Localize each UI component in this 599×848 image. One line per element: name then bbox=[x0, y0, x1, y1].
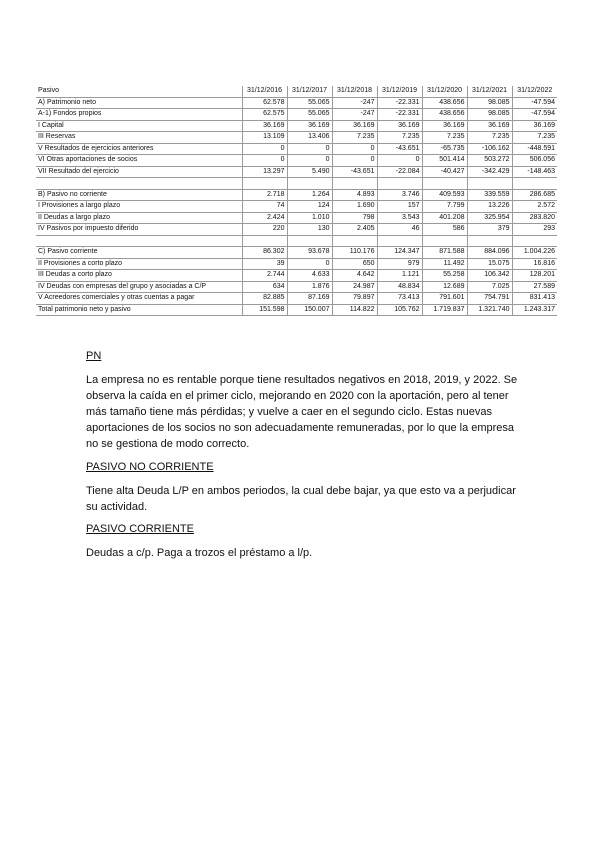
table-cell: 4.633 bbox=[287, 270, 332, 282]
table-cell: 79.897 bbox=[332, 293, 377, 305]
table-cell: 110.176 bbox=[332, 247, 377, 259]
table-cell: 0 bbox=[332, 143, 377, 155]
table-cell: 55.065 bbox=[287, 109, 332, 121]
table-row bbox=[36, 293, 557, 305]
table-cell: 16.816 bbox=[512, 258, 557, 270]
table-cell: 15.075 bbox=[467, 258, 512, 270]
table-cell: 503.272 bbox=[467, 155, 512, 167]
table-cell: 0 bbox=[377, 155, 422, 167]
row-label: III Deudas a corto plazo bbox=[36, 270, 242, 282]
row-label: I Capital bbox=[36, 120, 242, 132]
table-cell: 106.342 bbox=[467, 270, 512, 282]
table-cell: 283.820 bbox=[512, 212, 557, 224]
table-cell: -448.591 bbox=[512, 143, 557, 155]
table-cell: 130 bbox=[287, 224, 332, 236]
pasivo-no-corriente-paragraph: Tiene alta Deuda L/P en ambos periodos, la cual debe bajar, ya que esto va a perjudicar su actividad. bbox=[86, 485, 516, 513]
table-cell: 438.656 bbox=[422, 109, 467, 121]
table-row bbox=[36, 224, 557, 236]
row-label: VI Otras aportaciones de socios bbox=[36, 155, 242, 167]
row-label: VII Resultado del ejercicio bbox=[36, 166, 242, 178]
table-cell: -247 bbox=[332, 97, 377, 109]
pn-paragraph: La empresa no es rentable porque tiene resultados negativos en 2018, 2019, y 2022. Se observa la caída en el primer ciclo, mejorando en 2020 con la aportación, pero al tener más tamaño tiene más pérdidas; y vuelve a caer en el segundo ciclo. Estas nuevas aportaciones de los socios no son adecuadamente remuneradas, por lo que la empresa no se gestiona de modo correcto. bbox=[86, 374, 518, 450]
table-cell: 884.096 bbox=[467, 247, 512, 259]
table-cell: 438.656 bbox=[422, 97, 467, 109]
table-cell: 4.642 bbox=[332, 270, 377, 282]
table-row bbox=[36, 201, 557, 213]
row-label: IV Pasivos por impuesto diferido bbox=[36, 224, 242, 236]
row-label bbox=[36, 235, 242, 247]
table-cell: 1.321.740 bbox=[467, 304, 512, 316]
table-cell: 62.578 bbox=[242, 97, 287, 109]
table-cell: -148.463 bbox=[512, 166, 557, 178]
table-cell bbox=[242, 235, 287, 247]
table-cell: 1.719.837 bbox=[422, 304, 467, 316]
table-cell bbox=[512, 235, 557, 247]
table-cell: 7.235 bbox=[332, 132, 377, 144]
table-cell: 150.007 bbox=[287, 304, 332, 316]
row-label: II Deudas a largo plazo bbox=[36, 212, 242, 224]
table-header-row bbox=[36, 86, 557, 97]
table-cell: 55.065 bbox=[287, 97, 332, 109]
pasivo-no-corriente-heading: PASIVO NO CORRIENTE bbox=[86, 461, 214, 473]
table-cell bbox=[242, 178, 287, 190]
table-cell bbox=[377, 235, 422, 247]
row-label bbox=[36, 178, 242, 190]
table-cell: 36.169 bbox=[422, 120, 467, 132]
column-header: 31/12/2018 bbox=[332, 86, 377, 97]
table-cell bbox=[287, 235, 332, 247]
table-cell: 36.169 bbox=[332, 120, 377, 132]
table-row bbox=[36, 143, 557, 155]
table-cell: 7.235 bbox=[377, 132, 422, 144]
table-cell: 124.347 bbox=[377, 247, 422, 259]
table-cell: 105.762 bbox=[377, 304, 422, 316]
table-cell: 93.678 bbox=[287, 247, 332, 259]
table-cell: 39 bbox=[242, 258, 287, 270]
table-cell: -47.594 bbox=[512, 97, 557, 109]
table-cell: 7.025 bbox=[467, 281, 512, 293]
table-cell: 409.593 bbox=[422, 189, 467, 201]
table-cell bbox=[422, 235, 467, 247]
table-cell: 3.746 bbox=[377, 189, 422, 201]
table-cell: 634 bbox=[242, 281, 287, 293]
row-label: A-1) Fondos propios bbox=[36, 109, 242, 121]
column-header: 31/12/2022 bbox=[512, 86, 557, 97]
row-label: II Provisiones a corto plazo bbox=[36, 258, 242, 270]
table-cell: 754.791 bbox=[467, 293, 512, 305]
table-cell: -247 bbox=[332, 109, 377, 121]
table-cell bbox=[467, 178, 512, 190]
table-spacer-row bbox=[36, 235, 557, 247]
table-cell bbox=[287, 178, 332, 190]
table-cell: 36.169 bbox=[242, 120, 287, 132]
table-cell: 0 bbox=[242, 155, 287, 167]
table-spacer-row bbox=[36, 178, 557, 190]
table-cell: 13.109 bbox=[242, 132, 287, 144]
table-cell: 979 bbox=[377, 258, 422, 270]
table-cell: 114.822 bbox=[332, 304, 377, 316]
table-cell: 2.718 bbox=[242, 189, 287, 201]
row-label: IV Deudas con empresas del grupo y asociadas a C/P bbox=[36, 281, 242, 293]
table-cell: 791.601 bbox=[422, 293, 467, 305]
table-cell: 36.169 bbox=[512, 120, 557, 132]
table-cell: 128.201 bbox=[512, 270, 557, 282]
table-cell: 650 bbox=[332, 258, 377, 270]
table-cell: 871.588 bbox=[422, 247, 467, 259]
table-cell: 286.685 bbox=[512, 189, 557, 201]
table-cell: 2.405 bbox=[332, 224, 377, 236]
pasivo-corriente-paragraph: Deudas a c/p. Paga a trozos el préstamo a l/p. bbox=[86, 547, 313, 559]
table-cell: 401.208 bbox=[422, 212, 467, 224]
table-row bbox=[36, 97, 557, 109]
column-header: 31/12/2021 bbox=[467, 86, 512, 97]
table-cell: -43.651 bbox=[377, 143, 422, 155]
table-cell: 1.243.317 bbox=[512, 304, 557, 316]
table-row bbox=[36, 212, 557, 224]
table-cell: 46 bbox=[377, 224, 422, 236]
column-header: 31/12/2019 bbox=[377, 86, 422, 97]
table-cell: 13.297 bbox=[242, 166, 287, 178]
row-label: A) Patrimonio neto bbox=[36, 97, 242, 109]
pasivo-corriente-heading: PASIVO CORRIENTE bbox=[86, 523, 194, 535]
table-row bbox=[36, 247, 557, 259]
table-cell: 3.543 bbox=[377, 212, 422, 224]
table-row bbox=[36, 166, 557, 178]
table-cell: 4.893 bbox=[332, 189, 377, 201]
row-label: V Resultados de ejercicios anteriores bbox=[36, 143, 242, 155]
table-cell: 506.056 bbox=[512, 155, 557, 167]
table-cell: 74 bbox=[242, 201, 287, 213]
table-cell: -22.331 bbox=[377, 97, 422, 109]
table-cell: 293 bbox=[512, 224, 557, 236]
table-cell: 379 bbox=[467, 224, 512, 236]
table-cell: -43.651 bbox=[332, 166, 377, 178]
table-cell: 1.121 bbox=[377, 270, 422, 282]
column-header: 31/12/2016 bbox=[242, 86, 287, 97]
table-row bbox=[36, 155, 557, 167]
table-body bbox=[36, 97, 557, 316]
table-cell bbox=[422, 178, 467, 190]
table-cell: -106.162 bbox=[467, 143, 512, 155]
table-cell: 36.169 bbox=[467, 120, 512, 132]
table-cell: 2.572 bbox=[512, 201, 557, 213]
pn-heading: PN bbox=[86, 350, 102, 362]
table-cell: 220 bbox=[242, 224, 287, 236]
column-header: 31/12/2017 bbox=[287, 86, 332, 97]
table-cell: 325.954 bbox=[467, 212, 512, 224]
table-cell: 48.834 bbox=[377, 281, 422, 293]
table-cell: 12.689 bbox=[422, 281, 467, 293]
table-cell: 82.885 bbox=[242, 293, 287, 305]
column-header: 31/12/2020 bbox=[422, 86, 467, 97]
table-row bbox=[36, 258, 557, 270]
table-cell: -22.331 bbox=[377, 109, 422, 121]
table-cell: 87.169 bbox=[287, 293, 332, 305]
table-cell: 124 bbox=[287, 201, 332, 213]
table-row bbox=[36, 304, 557, 316]
table-cell: 11.492 bbox=[422, 258, 467, 270]
table-cell bbox=[377, 178, 422, 190]
table-row bbox=[36, 189, 557, 201]
table-cell: 5.490 bbox=[287, 166, 332, 178]
table-cell: 2.744 bbox=[242, 270, 287, 282]
table-cell: -47.594 bbox=[512, 109, 557, 121]
table-cell: 13.406 bbox=[287, 132, 332, 144]
table-cell: 36.169 bbox=[377, 120, 422, 132]
table-cell: 1.690 bbox=[332, 201, 377, 213]
table-cell: -342.429 bbox=[467, 166, 512, 178]
table-cell: 55.258 bbox=[422, 270, 467, 282]
table-cell: 586 bbox=[422, 224, 467, 236]
table-cell: 151.598 bbox=[242, 304, 287, 316]
table-row bbox=[36, 109, 557, 121]
table-cell: 339.559 bbox=[467, 189, 512, 201]
column-header: Pasivo bbox=[36, 86, 242, 97]
table-cell bbox=[332, 178, 377, 190]
table-cell: 7.235 bbox=[467, 132, 512, 144]
table-cell bbox=[512, 178, 557, 190]
table-cell: 24.987 bbox=[332, 281, 377, 293]
row-label: Total patrimonio neto y pasivo bbox=[36, 304, 242, 316]
table-cell: 73.413 bbox=[377, 293, 422, 305]
row-label: C) Pasivo corriente bbox=[36, 247, 242, 259]
table-cell: 7.799 bbox=[422, 201, 467, 213]
table-cell: -40.427 bbox=[422, 166, 467, 178]
table-cell: 831.413 bbox=[512, 293, 557, 305]
table-cell: 7.235 bbox=[512, 132, 557, 144]
table-cell: 0 bbox=[287, 155, 332, 167]
table-cell: 36.169 bbox=[287, 120, 332, 132]
table-cell: 157 bbox=[377, 201, 422, 213]
table-cell: 0 bbox=[287, 258, 332, 270]
table-cell: 798 bbox=[332, 212, 377, 224]
table-cell: 62.575 bbox=[242, 109, 287, 121]
table-row bbox=[36, 132, 557, 144]
table-cell: 0 bbox=[287, 143, 332, 155]
table-cell: -22.084 bbox=[377, 166, 422, 178]
table-cell: 86.302 bbox=[242, 247, 287, 259]
table-cell: 1.010 bbox=[287, 212, 332, 224]
table-cell: 1.004.226 bbox=[512, 247, 557, 259]
row-label: III Reservas bbox=[36, 132, 242, 144]
table-cell bbox=[467, 235, 512, 247]
table-cell: 501.414 bbox=[422, 155, 467, 167]
table-row bbox=[36, 120, 557, 132]
table-cell: 0 bbox=[242, 143, 287, 155]
table-cell: 13.226 bbox=[467, 201, 512, 213]
table-cell: 98.085 bbox=[467, 109, 512, 121]
table-cell: -65.735 bbox=[422, 143, 467, 155]
table-cell: 0 bbox=[332, 155, 377, 167]
table-cell: 1.876 bbox=[287, 281, 332, 293]
table-cell: 2.424 bbox=[242, 212, 287, 224]
row-label: I Provisiones a largo plazo bbox=[36, 201, 242, 213]
balance-sheet-table bbox=[36, 86, 557, 316]
table-cell: 98.085 bbox=[467, 97, 512, 109]
table-row bbox=[36, 270, 557, 282]
table-row bbox=[36, 281, 557, 293]
row-label: V Acreedores comerciales y otras cuentas a pagar bbox=[36, 293, 242, 305]
row-label: B) Pasivo no corriente bbox=[36, 189, 242, 201]
table-cell: 1.264 bbox=[287, 189, 332, 201]
table-cell: 27.589 bbox=[512, 281, 557, 293]
table-cell: 7.235 bbox=[422, 132, 467, 144]
table-cell bbox=[332, 235, 377, 247]
